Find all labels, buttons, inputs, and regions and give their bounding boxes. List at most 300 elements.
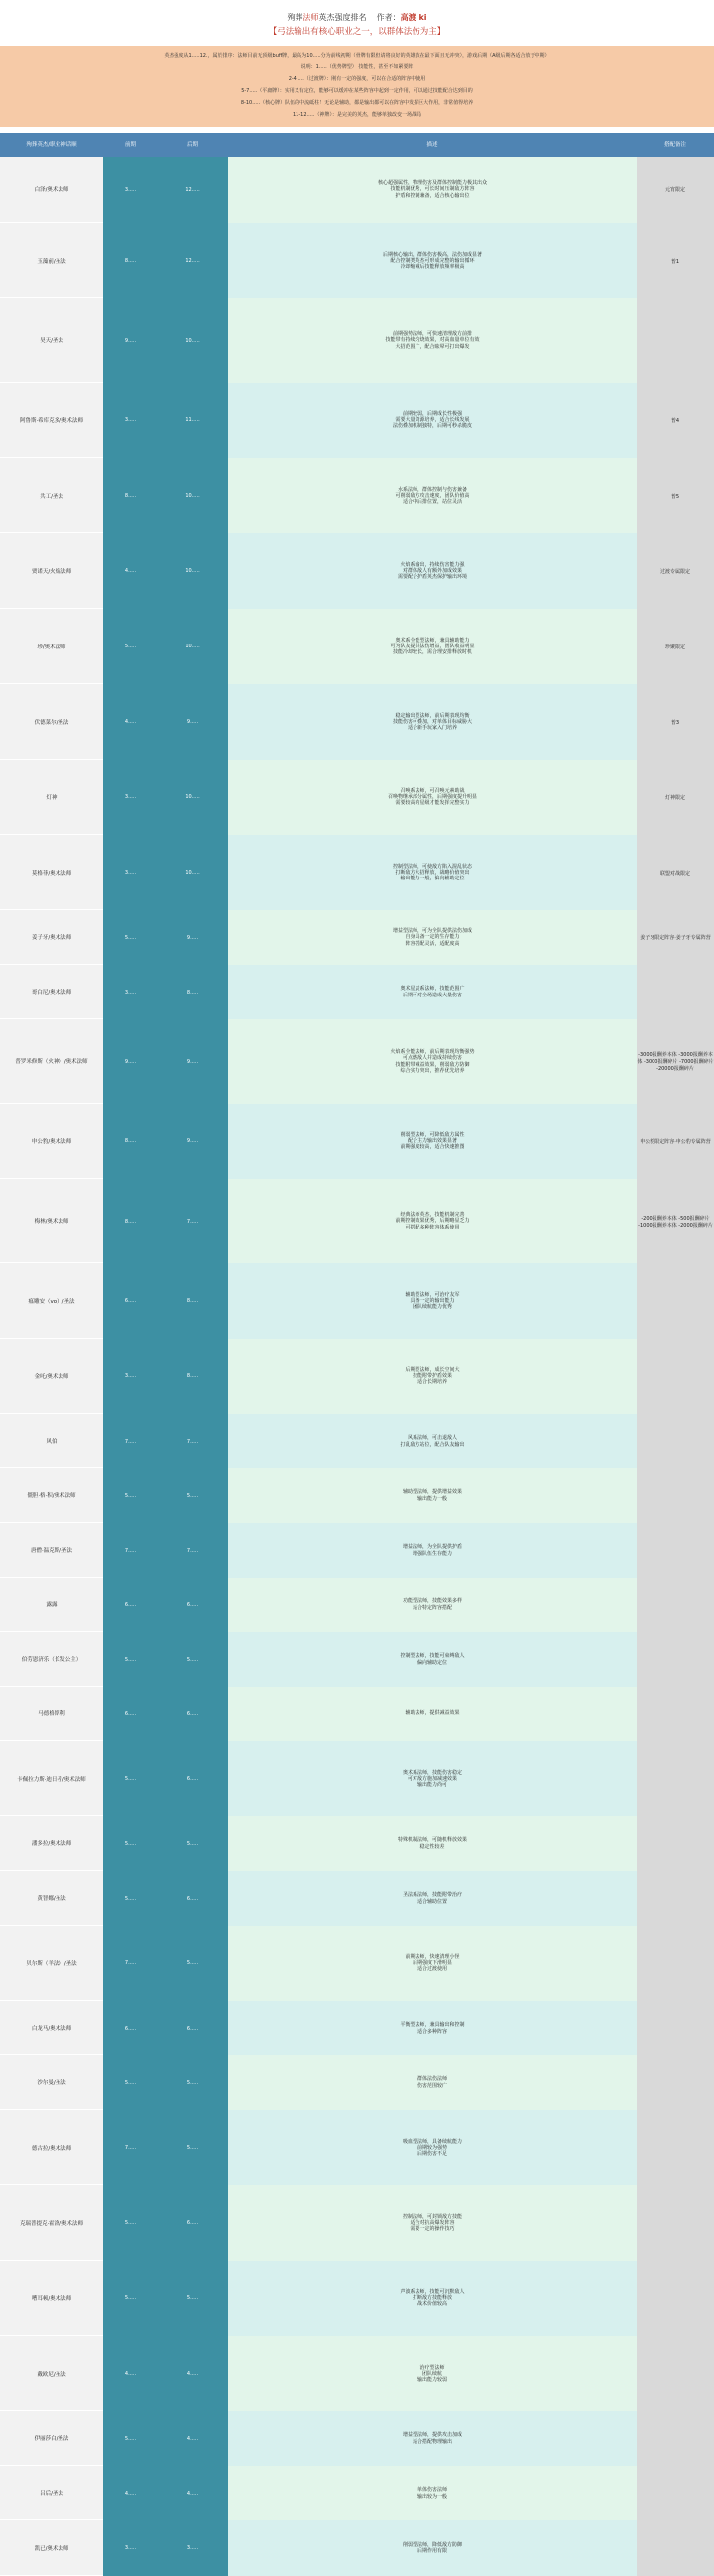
author-label: 作者： [376,13,401,22]
late-score-cell: 9..... [158,1104,228,1179]
description-cell [228,1468,637,1523]
late-score-cell: 10..... [158,298,228,383]
table-row [0,2110,714,2185]
hero-name-cell: 昊天/圣法 [0,298,103,383]
table-row [0,1871,714,1926]
description-cell [228,1816,637,1871]
description-line: 稳定输出型法师，前后期表现均衡 [395,712,470,719]
description-line: 大招范围广，配合眩晕可打出爆发 [395,343,470,350]
hero-name-cell: 珍/奥术法师 [0,609,103,684]
early-score-cell: 5..... [103,1468,158,1523]
description-cell [228,223,637,298]
note-cell [637,2185,714,2261]
description-line: 技能带有持续灼烧效果，对高血量单位有效 [385,337,480,344]
note-cell [637,2261,714,2336]
description-line: 后期可对全场造成大量伤害 [402,992,462,998]
early-score-cell: 5..... [103,910,158,965]
description-line: 适合新手玩家入门培养 [407,725,457,732]
early-score-cell: 4..... [103,533,158,609]
description-line: 技能机制优秀，可长时间压制敌方阵容 [390,186,475,193]
intro-block [0,46,714,127]
table-row [0,2466,714,2520]
note-cell [637,2466,714,2520]
hero-name-cell: 风伯 [0,1414,103,1468]
description-line: 后期伤害不足 [416,2151,447,2158]
late-score-cell: 12..... [158,157,228,223]
late-score-cell: 6..... [158,1871,228,1926]
description-line: 增益型法师，可为全队提供法伤加成 [392,928,472,935]
description-line: 输出能力较弱 [416,2377,447,2384]
description-line: 召唤系法师，可召唤元素助战 [400,787,465,794]
page-header [0,0,714,46]
description-line: 控制型法师，技能可束缚敌人 [400,1653,465,1660]
hero-name-cell: 共工/圣法 [0,458,103,533]
late-score-cell: 4..... [158,2411,228,2466]
late-score-cell: 5..... [158,2055,228,2110]
table-row [0,458,714,533]
late-score-cell: 12..... [158,223,228,298]
hero-name-cell: 白泽/奥术法师 [0,157,103,223]
note-cell [637,298,714,383]
description-line: 输出能力尚可 [416,1782,447,1789]
description-line: 前期强度较高，适合快速推图 [400,1144,465,1151]
table-row [0,1926,714,2001]
description-line: 前期控制效果优秀，后期略显乏力 [395,1218,470,1225]
late-score-cell: 7..... [158,1414,228,1468]
table-row [0,533,714,609]
description-line: 可削弱敌方攻击速度，团队价值高 [395,492,470,499]
hero-name-cell: 伊丽莎白/圣法 [0,2411,103,2466]
table-row [0,1468,714,1523]
note-cell [637,2110,714,2185]
description-line: 技能附带减益效果，削弱敌方防御 [395,1061,470,1068]
description-line: 偏向辅助定位 [416,1659,447,1666]
description-cell [228,383,637,458]
table-row [0,1687,714,1741]
hero-name-cell: 克瑞普提克·霍洛/奥术法师 [0,2185,103,2261]
description-line: 风系法师，可击退敌人 [407,1435,457,1442]
description-cell [228,2001,637,2055]
description-line: 技能伤害可叠加，对单体目标威胁大 [392,718,472,725]
note-cell: 普1 [637,223,714,298]
hero-name-cell: 沙尔曼/圣法 [0,2055,103,2110]
late-score-cell: 10..... [158,760,228,835]
description-line: 可对敌方施加减速效果 [407,1775,457,1782]
early-score-cell: 6..... [103,1263,158,1339]
description-line: 打断敌方大招释放，战略价值突出 [395,869,470,876]
note-cell [637,1523,714,1578]
hero-name-cell: 戴欧尼/圣法 [0,2336,103,2411]
table-row [0,1104,714,1179]
late-score-cell: 8..... [158,1339,228,1414]
description-cell [228,533,637,609]
early-score-cell: 8..... [103,223,158,298]
description-line: 自身具备一定的生存能力 [405,934,460,941]
early-score-cell: 6..... [103,2001,158,2055]
table-row [0,1179,714,1263]
note-cell [637,2411,714,2466]
description-line: 综合实力突出，推荐优先培养 [400,1067,465,1074]
description-line: 增益型法师，提供攻击加成 [402,2432,462,2439]
table-row [0,835,714,910]
title-prefix: 殉葬 [287,13,303,22]
note-cell [637,1632,714,1687]
description-cell [228,2336,637,2411]
description-cell [228,2466,637,2520]
note-cell [637,965,714,1019]
early-score-cell: 7..... [103,2110,158,2185]
late-score-cell: 9..... [158,910,228,965]
hero-name-cell: 哥白尼/奥术法师 [0,965,103,1019]
note-cell: 联盟对战限定 [637,835,714,910]
description-line: 冷却缩减后技能释放频率极高 [400,264,465,271]
note-cell [637,1687,714,1741]
late-score-cell: 5..... [158,2261,228,2336]
description-cell [228,1339,637,1414]
late-score-cell: 10..... [158,835,228,910]
description-line: 功能型法师，技能效果多样 [402,1598,462,1605]
description-line: 技能冷却较长，需合理安排释放时机 [392,649,472,656]
description-line: 前期较弱，后期成长性极强 [402,410,462,417]
intro-line: 说明：1.....（优势牌型） 技能性，甚至不如紧要阵 [300,64,414,70]
description-line: 圣法系法师，技能附带治疗 [402,1892,462,1899]
description-line: 前期较为强势 [416,2144,447,2151]
description-cell [228,684,637,760]
description-line: 可为队友提供法伤增益，团队收益明显 [390,643,475,649]
note-cell [637,1339,714,1414]
note-cell [637,1263,714,1339]
hero-name-cell: 黄智娜/圣法 [0,1871,103,1926]
description-cell [228,835,637,910]
description-line: 适合特定阵容搭配 [412,1604,452,1611]
description-cell [228,965,637,1019]
author-name: 高渡 ki [400,13,427,22]
note-cell: 姜子牙限定阵容·姜子牙专属阵营 [637,910,714,965]
early-score-cell: 7..... [103,1926,158,2001]
description-line: 护盾和控制兼备，适合核心输出位 [395,192,470,199]
hero-name-cell: 灯神 [0,760,103,835]
description-cell [228,1926,637,2001]
description-line: 适合辅助位置 [416,1898,447,1905]
note-cell: 普5 [637,458,714,533]
description-cell [228,2110,637,2185]
late-score-cell: 6..... [158,1687,228,1741]
description-line: 后期强度下滑明显 [412,1959,452,1966]
early-score-cell: 5..... [103,1741,158,1816]
table-row [0,2185,714,2261]
table-row [0,1339,714,1414]
hero-name-cell: 马德格斯利 [0,1687,103,1741]
table-row [0,1263,714,1339]
table-row [0,1816,714,1871]
early-score-cell: 4..... [103,2336,158,2411]
description-line: 打乱敌方站位，配合队友输出 [400,1441,465,1448]
hero-name-cell: 金吒/奥术法师 [0,1339,103,1414]
table-row [0,2001,714,2055]
description-line: 治疗型法师 [419,2364,445,2371]
description-cell [228,1104,637,1179]
late-score-cell: 4..... [158,2466,228,2520]
hero-name-cell: 白龙马/奥术法师 [0,2001,103,2055]
early-score-cell: 6..... [103,1578,158,1632]
table-row [0,2261,714,2336]
description-line: 配合主力输出效果显著 [407,1137,457,1144]
early-score-cell: 8..... [103,1104,158,1179]
note-cell [637,1926,714,2001]
hero-name-cell: 瘟雕安（vo）/圣法 [0,1263,103,1339]
note-cell [637,1741,714,1816]
hero-name-cell: 嘈耳顿/奥术法师 [0,2261,103,2336]
description-line: 后期核心输出，群体伤害极高，法伤加成显著 [382,251,482,258]
note-cell [637,1468,714,1523]
table-row [0,2411,714,2466]
note-cell [637,2520,714,2576]
table-header [0,133,714,157]
table-row [0,1578,714,1632]
description-line: 吸血型法师，具备续航能力 [402,2138,462,2145]
note-cell: 灯神限定 [637,760,714,835]
hero-name-cell: 申公豹/奥术法师 [0,1104,103,1179]
description-line: 后期作用有限 [416,2548,447,2554]
note-cell: 普4 [637,383,714,458]
description-cell [228,2520,637,2576]
late-score-cell: 8..... [158,1263,228,1339]
description-line: 技能附带护盾效果 [412,1372,452,1379]
late-score-cell: 7..... [158,1179,228,1263]
description-line: 奥术系法师，技能伤害稳定 [402,1769,462,1776]
intro-line: 英杰强度从1.....12.，属於排序：法师目前无顶级buff牌，最高为10.....分为前线初期（骨牌有限但请将良好的英雄放在最下面且无冲突），游戏后期（A级后期各适合放于中期） [164,53,550,59]
description-line: 群体法伤法师 [416,2076,447,2083]
table-row [0,965,714,1019]
early-score-cell: 5..... [103,2185,158,2261]
description-line: 削弱型法师，降低敌方防御 [402,2541,462,2548]
early-score-cell: 9..... [103,298,158,383]
description-cell [228,2261,637,2336]
description-line: 辅助型法师，提供增益效果 [402,1489,462,1496]
table-row [0,609,714,684]
description-line: 配合控制类英杰可形成完整的输出循环 [390,257,475,264]
table-row [0,298,714,383]
description-line: 战术价值较高 [416,2301,447,2308]
description-line: 法伤叠加机制独特，后期可秒杀脆皮 [392,423,472,430]
table-row [0,910,714,965]
description-cell [228,2055,637,2110]
description-line: 适合搭配物理输出 [412,2438,452,2445]
description-line: 适合对抗高爆发阵容 [410,2219,455,2226]
late-score-cell: 4..... [158,2336,228,2411]
description-cell [228,1578,637,1632]
description-line: 输出较为一般 [416,2493,447,2500]
description-line: 辅助法师，提供减益效果 [405,1710,460,1717]
hero-name-cell: 贝尔斯（羊法）/圣法 [0,1926,103,2001]
early-score-cell: 5..... [103,1632,158,1687]
description-cell [228,1414,637,1468]
early-score-cell: 5..... [103,1871,158,1926]
table-row [0,223,714,298]
description-line: 辅助型法师，可治疗友军 [405,1291,460,1298]
table-row [0,2336,714,2411]
page-title [0,12,714,23]
table-row [0,1632,714,1687]
intro-line: 11-12.....（神牌）：是完美的英杰，能够单独改变一场战局 [293,112,421,118]
note-cell: 元宵限定 [637,157,714,223]
early-score-cell: 7..... [103,1414,158,1468]
column-header-name: 殉葬英杰/职业神话顺 [26,142,77,148]
note-cell: -3000报酬养本体 -3000报酬养本体 -3000报酬碎片 -7000报酬碎片 -20000报酬碎片 [637,1019,714,1104]
early-score-cell: 5..... [103,2055,158,2110]
late-score-cell: 10..... [158,533,228,609]
description-line: 适合过渡使用 [416,1966,447,1973]
description-line: 可点燃敌人并造成持续伤害 [402,1055,462,1062]
table-row [0,383,714,458]
late-score-cell: 9..... [158,1019,228,1104]
description-line: 后期型法师，成长空间大 [405,1366,460,1373]
description-cell [228,1741,637,1816]
late-score-cell: 5..... [158,1926,228,2001]
early-score-cell: 5..... [103,609,158,684]
description-line: 奥术星辰系法师，技能范围广 [400,986,465,993]
hero-name-cell: 普罗米修斯（火神）/奥术法师 [0,1019,103,1104]
early-score-cell: 3..... [103,835,158,910]
description-line: 平衡型法师，兼具输出和控制 [400,2022,465,2029]
note-cell [637,1578,714,1632]
early-score-cell: 4..... [103,684,158,760]
note-cell [637,1414,714,1468]
table-row [0,684,714,760]
description-line: 阵容搭配灵活，适配度高 [405,940,460,947]
late-score-cell: 10..... [158,609,228,684]
late-score-cell: 5..... [158,1632,228,1687]
early-score-cell: 5..... [103,1816,158,1871]
page-subtitle: 【弓法输出有核心职业之一，以群体法伤为主】 [268,27,446,37]
description-line: 召唤物继承部分属性，后期强度提升明显 [387,793,477,800]
late-score-cell: 5..... [158,1468,228,1523]
description-line: 团队续航能力优秀 [412,1304,452,1311]
early-score-cell: 6..... [103,1687,158,1741]
late-score-cell: 6..... [158,1578,228,1632]
early-score-cell: 3..... [103,383,158,458]
description-line: 对群体敌人有额外加成效果 [402,567,462,574]
description-cell [228,298,637,383]
hero-name-cell: 吕后/圣法 [0,2466,103,2520]
description-cell [228,1687,637,1741]
description-cell [228,910,637,965]
description-line: 声波系法师，技能可沉默敌人 [400,2288,465,2295]
intro-line: 2-4.....（过渡牌）：刚有一定的强度，可以在合适的阵容中使用 [288,76,426,82]
late-score-cell: 8..... [158,965,228,1019]
table-row [0,1741,714,1816]
description-line: 需要较高的星级才能发挥完整实力 [395,800,470,807]
hero-name-cell: 贾诺天/火焰法师 [0,533,103,609]
note-cell [637,2055,714,2110]
early-score-cell: 5..... [103,2411,158,2466]
note-cell: -200报酬养本体 -500报酬碎片 -1000报酬养本体 -2000报酬碎片 [637,1179,714,1263]
description-line: 输出能力一般 [416,1495,447,1502]
description-line: 适合中后排位置，站位灵活 [402,499,462,506]
hero-name-cell: 德古拉/奥术法师 [0,2110,103,2185]
note-cell: 过渡专属限定 [637,533,714,609]
early-score-cell: 7..... [103,1523,158,1578]
early-score-cell: 3..... [103,1339,158,1414]
description-line: 需要大量资源培养，适合长线发展 [395,416,470,423]
late-score-cell: 5..... [158,1816,228,1871]
hero-name-cell: 伏德菜尔/圣法 [0,684,103,760]
hero-name-cell: 梅林/奥术法师 [0,1179,103,1263]
description-cell [228,157,637,223]
description-cell [228,1523,637,1578]
late-score-cell: 6..... [158,2001,228,2055]
note-cell [637,1871,714,1926]
title-suffix: 英杰强度排名 [318,13,367,22]
table-row [0,1414,714,1468]
note-cell [637,1816,714,1871]
description-line: 增益法师，为全队提供护盾 [402,1544,462,1551]
description-line: 稳定性较差 [419,1843,445,1850]
description-line: 适合长期培养 [416,1379,447,1386]
early-score-cell: 8..... [103,458,158,533]
description-cell [228,2411,637,2466]
note-cell: 普3 [637,684,714,760]
description-cell [228,1632,637,1687]
intro-line: 8-10.....（核心牌）队伍的中流砥柱！无论是辅助，都是输出都可以在阵容中发挥巨大作用，非常值得培养 [240,100,474,106]
description-cell [228,1019,637,1104]
intro-line: 5-7.....（平庸牌）：实用又有定位，能够可以缓冲在某些阵容中起到一定作用，可以通过技能配合达到目的 [241,88,473,94]
early-score-cell: 3..... [103,157,158,223]
late-score-cell: 9..... [158,684,228,760]
late-score-cell: 5..... [158,2110,228,2185]
description-cell [228,458,637,533]
table-row [0,1523,714,1578]
early-score-cell: 3..... [103,965,158,1019]
table-row [0,157,714,223]
column-header-desc: 描述 [426,142,438,148]
description-cell [228,760,637,835]
description-line: 前期强势法师，可快速清理敌方前排 [392,331,472,338]
note-cell [637,2336,714,2411]
description-line: 单体伤害法师 [416,2487,447,2494]
description-line: 团队续航 [421,2370,442,2377]
description-line: 适合多种阵容 [416,2028,447,2035]
description-cell [228,1871,637,1926]
description-line: 奥术系全能型法师，兼具辅助能力 [395,637,470,644]
early-score-cell: 3..... [103,760,158,835]
late-score-cell: 6..... [158,2185,228,2261]
description-line: 特殊机制法师，可随机释放效果 [397,1837,467,1844]
description-cell [228,1179,637,1263]
column-header-late: 后期 [186,142,198,148]
hero-name-cell: 莫格菲/奥术法师 [0,835,103,910]
description-line: 前期法师，快速清理小怪 [405,1953,460,1960]
hero-name-cell: 玉藻前/圣法 [0,223,103,298]
description-line: 控制法师，可封锁敌方技能 [402,2213,462,2220]
description-line: 火焰系输出，持续伤害能力强 [400,561,465,568]
table-row [0,2055,714,2110]
column-header-note: 搭配备注 [663,142,686,148]
description-line: 火焰系全能法师，前后期表现均衡强势 [390,1049,475,1055]
hero-name-cell: 唐僧·温克斯/圣法 [0,1523,103,1578]
early-score-cell: 9..... [103,1019,158,1104]
description-line: 核心超强属性，物理伤害及群体控制能力极其出众 [377,180,487,187]
description-line: 水系法师，群体控制与伤害兼备 [397,486,467,493]
late-score-cell: 6..... [158,1741,228,1816]
description-line: 需要一定的操作技巧 [410,2226,455,2233]
late-score-cell: 11..... [158,383,228,458]
description-line: 削弱型法师，可降低敌方属性 [400,1131,465,1138]
description-line: 需要配合护盾英杰保护输出环境 [397,574,467,581]
table-row [0,2520,714,2576]
description-line: 具备一定的输出能力 [410,1297,455,1304]
hero-name-cell: 卡佩拉力斯·迪日者/奥术法师 [0,1741,103,1816]
